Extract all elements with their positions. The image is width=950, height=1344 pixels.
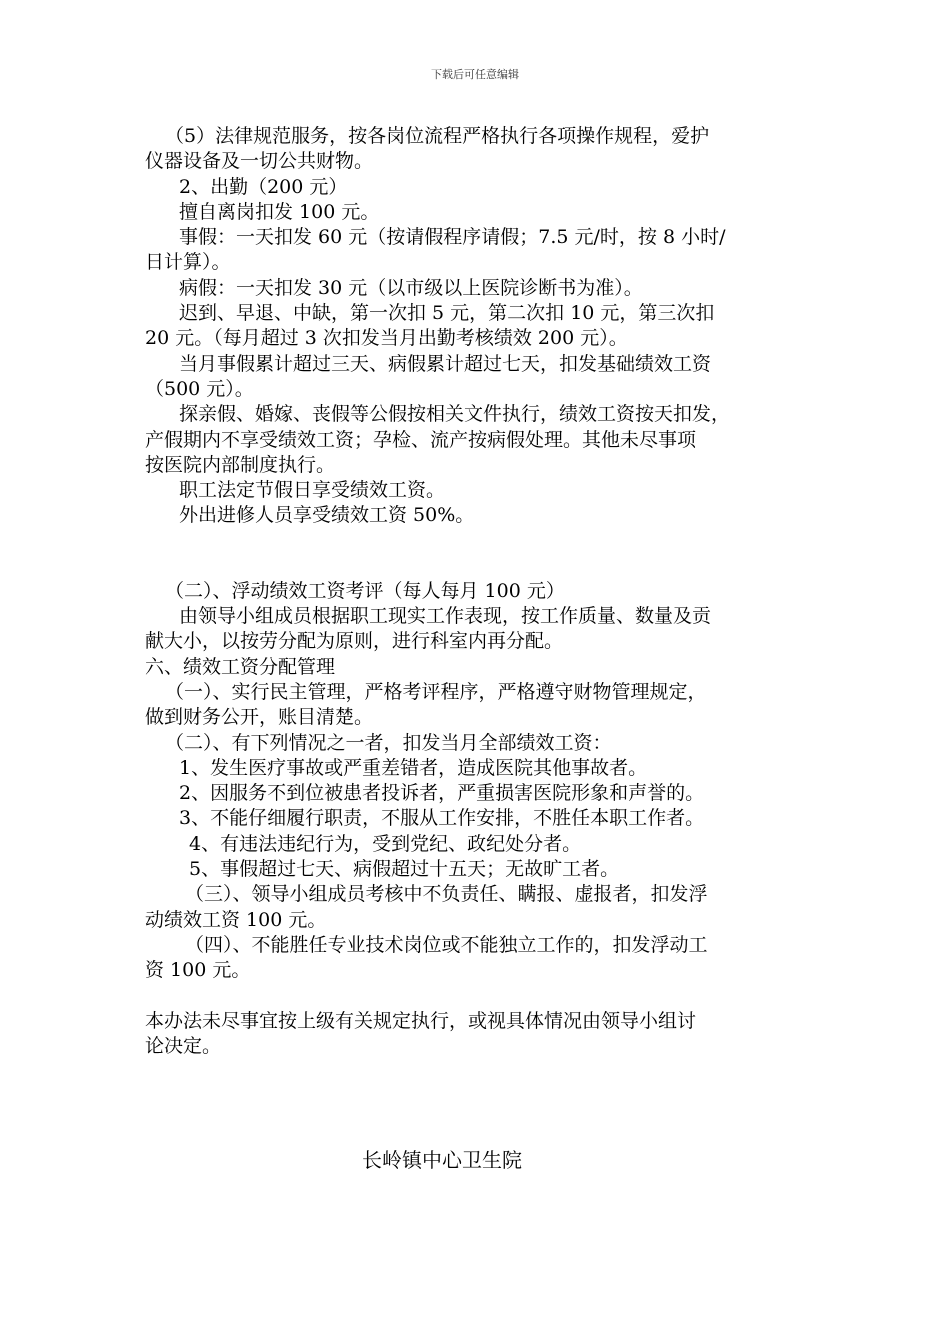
paragraph-line: 仪器设备及一切公共财物。 (145, 150, 374, 173)
list-item: 4、有违法违纪行为，受到党纪、政纪处分者。 (189, 832, 582, 855)
paragraph-line: 迟到、早退、中缺，第一次扣 5 元，第二次扣 10 元，第三次扣 (179, 302, 715, 325)
paragraph-line: 外出进修人员享受绩效工资 50%。 (179, 504, 475, 527)
paragraph-line: 20 元。（每月超过 3 次扣发当月出勤考核绩效 200 元）。 (145, 327, 628, 350)
spacer (145, 984, 825, 1009)
paragraph-line: （三）、领导小组成员考核中不负责任、瞒报、虚报者，扣发浮 (185, 883, 708, 906)
paragraph-line: 按医院内部制度执行。 (145, 453, 336, 476)
page-header: 下载后可任意编辑 (431, 68, 519, 81)
paragraph-line: （二）、有下列情况之一者，扣发当月全部绩效工资： (165, 731, 612, 754)
paragraph-line: 病假：一天扣发 30 元（以市级以上医院诊断书为准）。 (179, 276, 643, 299)
paragraph-line: （四）、不能胜任专业技术岗位或不能独立工作的，扣发浮动工 (185, 933, 708, 956)
paragraph-line: 献大小，以按劳分配为原则，进行科室内再分配。 (145, 630, 564, 653)
paragraph-line: （500 元）。 (145, 377, 254, 400)
paragraph-line: 事假：一天扣发 60 元（按请假程序请假；7.5 元/时，按 8 小时/ (179, 226, 726, 249)
signature-organization: 长岭镇中心卫生院 (362, 1148, 522, 1172)
paragraph-line: （5）法律规范服务，按各岗位流程严格执行各项操作规程，爱护 (165, 125, 710, 147)
paragraph-line: 职工法定节假日享受绩效工资。 (179, 479, 446, 502)
section-heading: （二）、浮动绩效工资考评（每人每月 100 元） (165, 579, 565, 602)
paragraph-line: 探亲假、婚嫁、丧假等公假按相关文件执行，绩效工资按天扣发， (179, 403, 731, 426)
paragraph-line: （一）、实行民主管理，严格考评程序，严格遵守财物管理规定， (165, 680, 707, 703)
list-item: 1、发生医疗事故或严重差错者，造成医院其他事故者。 (179, 756, 648, 779)
paragraph-line: 日计算）。 (145, 251, 231, 274)
list-item: 2、因服务不到位被患者投诉者，严重损害医院形象和声誉的。 (179, 782, 705, 805)
list-item: 5、事假超过七天、病假超过十五天；无故旷工者。 (189, 858, 620, 881)
paragraph-line: 做到财务公开，账目清楚。 (145, 706, 374, 729)
paragraph-line: 由领导小组成员根据职工现实工作表现，按工作质量、数量及贡 (179, 605, 712, 628)
paragraph-line: 产假期内不享受绩效工资；孕检、流产按病假处理。其他未尽事项 (145, 428, 697, 451)
paragraph-line: 2、出勤（200 元） (179, 175, 348, 198)
paragraph-line: 论决定。 (145, 1034, 222, 1057)
list-item: 3、不能仔细履行职责，不服从工作安排，不胜任本职工作者。 (179, 807, 705, 830)
paragraph-line: 本办法未尽事宜按上级有关规定执行，或视具体情况由领导小组讨 (145, 1009, 697, 1032)
section-heading: 六、绩效工资分配管理 (145, 655, 336, 678)
paragraph-line: 动绩效工资 100 元。 (145, 908, 327, 931)
paragraph-line: 擅自离岗扣发 100 元。 (179, 200, 380, 223)
paragraph-line: 资 100 元。 (145, 959, 251, 982)
spacer (145, 529, 825, 579)
document-body (145, 124, 825, 1059)
paragraph-line: 当月事假累计超过三天、病假累计超过七天，扣发基础绩效工资 (179, 352, 712, 375)
